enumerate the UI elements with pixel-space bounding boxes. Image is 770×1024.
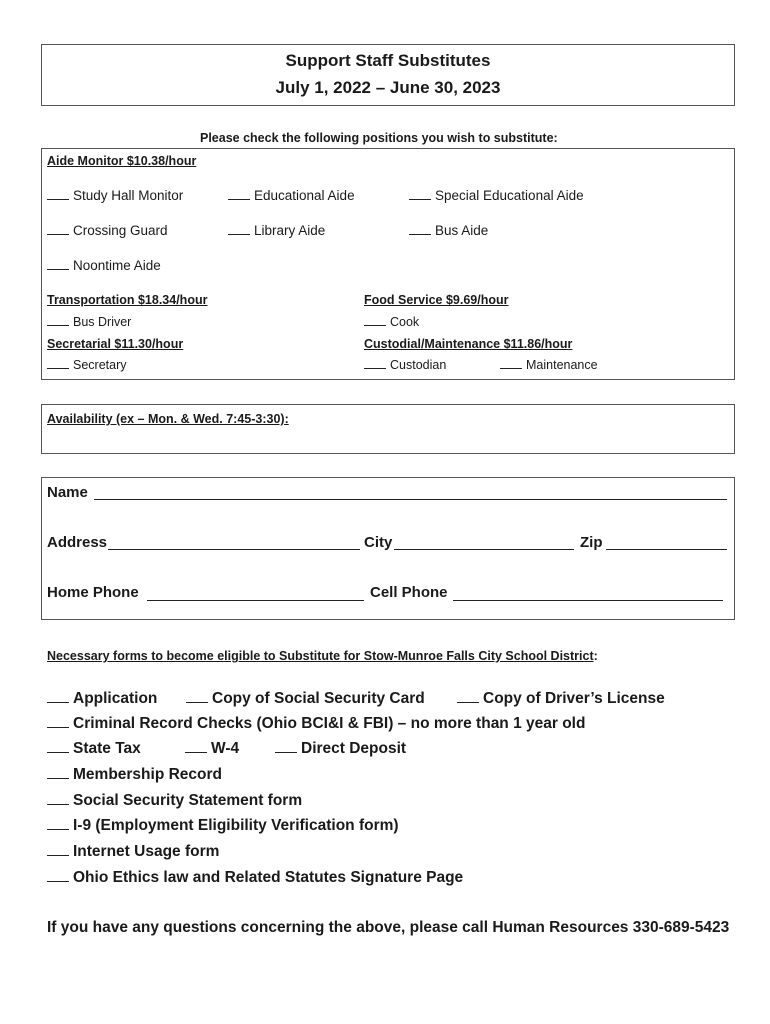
position-library-aide[interactable]: Library Aide <box>228 223 325 238</box>
checkbox-blank[interactable] <box>47 855 69 856</box>
secretarial-header: Secretarial $11.30/hour <box>47 337 184 351</box>
form-item-application[interactable]: Application <box>47 690 157 708</box>
food-service-header: Food Service $9.69/hour <box>364 293 509 307</box>
checkbox-blank[interactable] <box>409 199 431 200</box>
checkbox-blank[interactable] <box>364 368 386 369</box>
form-item-w4[interactable]: W-4 <box>185 740 239 758</box>
position-crossing-guard[interactable]: Crossing Guard <box>47 223 168 238</box>
checkbox-blank[interactable] <box>47 881 69 882</box>
aide-monitor-header: Aide Monitor $10.38/hour <box>47 154 197 168</box>
checkbox-blank[interactable] <box>47 752 69 753</box>
form-item-membership-record[interactable]: Membership Record <box>47 766 222 784</box>
forms-heading: Necessary forms to become eligible to Substitute for Stow-Munroe Falls City School District: <box>47 649 598 663</box>
checkbox-blank[interactable] <box>47 199 69 200</box>
checkbox-blank[interactable] <box>228 234 250 235</box>
checkbox-blank[interactable] <box>500 368 522 369</box>
form-item-drivers-license[interactable]: Copy of Driver’s License <box>457 690 665 708</box>
transportation-header: Transportation $18.34/hour <box>47 293 208 307</box>
city-field[interactable] <box>394 549 574 550</box>
city-label: City <box>364 534 393 551</box>
position-special-educational-aide[interactable]: Special Educational Aide <box>409 188 584 203</box>
position-study-hall-monitor[interactable]: Study Hall Monitor <box>47 188 183 203</box>
checkbox-blank[interactable] <box>457 702 479 703</box>
address-label: Address <box>47 534 108 551</box>
checkbox-blank[interactable] <box>47 778 69 779</box>
position-maintenance[interactable]: Maintenance <box>500 358 598 372</box>
form-item-direct-deposit[interactable]: Direct Deposit <box>275 740 406 758</box>
checkbox-blank[interactable] <box>47 368 69 369</box>
name-field[interactable] <box>94 499 727 500</box>
checkbox-blank[interactable] <box>186 702 208 703</box>
checkbox-blank[interactable] <box>47 269 69 270</box>
form-item-criminal-record[interactable]: Criminal Record Checks (Ohio BCI&I & FBI) – no more than 1 year old <box>47 715 585 733</box>
zip-field[interactable] <box>606 549 727 550</box>
checkbox-blank[interactable] <box>185 752 207 753</box>
cell-phone-label: Cell Phone <box>370 584 448 601</box>
checkbox-blank[interactable] <box>409 234 431 235</box>
form-item-state-tax[interactable]: State Tax <box>47 740 141 758</box>
home-phone-label: Home Phone <box>47 584 139 601</box>
availability-label: Availability (ex – Mon. & Wed. 7:45-3:30): <box>47 412 289 426</box>
checkbox-blank[interactable] <box>47 702 69 703</box>
form-item-ohio-ethics[interactable]: Ohio Ethics law and Related Statutes Signature Page <box>47 869 463 887</box>
name-label: Name <box>47 484 88 501</box>
custodial-header: Custodial/Maintenance $11.86/hour <box>364 337 573 351</box>
footer-contact-note: If you have any questions concerning the above, please call Human Resources 330-689-5423 <box>47 919 730 936</box>
position-educational-aide[interactable]: Educational Aide <box>228 188 355 203</box>
home-phone-field[interactable] <box>147 600 364 601</box>
checkbox-blank[interactable] <box>47 804 69 805</box>
position-cook[interactable]: Cook <box>364 315 419 329</box>
position-bus-driver[interactable]: Bus Driver <box>47 315 131 329</box>
form-title: Support Staff Substitutes <box>285 51 491 70</box>
checkbox-blank[interactable] <box>47 829 69 830</box>
position-secretary[interactable]: Secretary <box>47 358 127 372</box>
checkbox-blank[interactable] <box>47 727 69 728</box>
zip-label: Zip <box>580 534 603 551</box>
form-item-i9[interactable]: I-9 (Employment Eligibility Verification form) <box>47 817 399 835</box>
form-item-ss-statement[interactable]: Social Security Statement form <box>47 792 302 810</box>
position-bus-aide[interactable]: Bus Aide <box>409 223 488 238</box>
cell-phone-field[interactable] <box>453 600 723 601</box>
checkbox-blank[interactable] <box>47 234 69 235</box>
instruction-text: Please check the following positions you wish to substitute: <box>200 131 558 145</box>
form-dates: July 1, 2022 – June 30, 2023 <box>275 78 501 97</box>
position-custodian[interactable]: Custodian <box>364 358 446 372</box>
checkbox-blank[interactable] <box>47 325 69 326</box>
position-noontime-aide[interactable]: Noontime Aide <box>47 258 161 273</box>
form-item-internet-usage[interactable]: Internet Usage form <box>47 843 219 861</box>
checkbox-blank[interactable] <box>275 752 297 753</box>
checkbox-blank[interactable] <box>228 199 250 200</box>
checkbox-blank[interactable] <box>364 325 386 326</box>
form-item-ss-card[interactable]: Copy of Social Security Card <box>186 690 425 708</box>
address-field[interactable] <box>108 549 360 550</box>
